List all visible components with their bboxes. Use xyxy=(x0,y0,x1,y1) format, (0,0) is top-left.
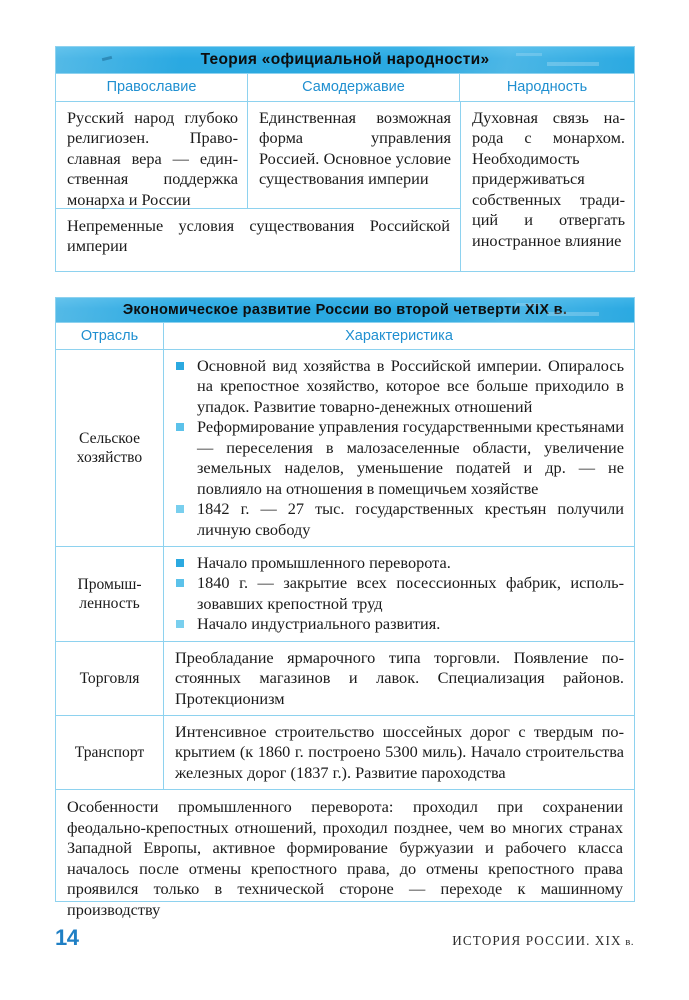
running-title-main: ИСТОРИЯ РОССИИ. XIX xyxy=(452,933,626,948)
list-item-text: Реформирование управления государственными крестьянами — переселения в малозаселенные области, увеличение земельных наделов, уменьшение податей и др. — не повлияло на отношения в помещичьем хозяйстве xyxy=(197,417,624,498)
table2-col-header-branch: Отрасль xyxy=(56,323,163,349)
bullet-list xyxy=(175,553,624,635)
band-speckle-dark xyxy=(102,56,112,61)
table1-col-header-autocracy: Самодержавие xyxy=(247,74,459,101)
list-item xyxy=(175,614,624,634)
list-item-text: Начало промышленного переворота. xyxy=(197,552,451,572)
running-title xyxy=(452,933,634,949)
table1-col-header-orthodoxy: Православие xyxy=(56,74,247,101)
bullet-square-icon xyxy=(176,620,184,628)
table1-upper-row xyxy=(56,102,460,209)
table2-row-label-industry: Промышленность xyxy=(77,575,142,612)
table2-row-content-trade: Преобладание ярмарочного типа торговли. Появление постоянных магазинов и лавок. Специализация районов. Протекционизм xyxy=(163,642,634,715)
bullet-square-icon xyxy=(176,362,184,370)
table1-body xyxy=(56,102,634,271)
table-row xyxy=(56,716,634,790)
page-footer xyxy=(0,925,689,959)
band-speckle-light xyxy=(547,62,599,66)
table2-header-row xyxy=(56,323,634,350)
table-economic-development xyxy=(55,297,635,919)
table1-cell-nationality: Духовная связь народа с монархом. Необходимость придерживаться собственных традиций и отвергать иностранное влияние xyxy=(460,102,634,271)
bullet-list xyxy=(175,356,624,540)
table2-row-label-agriculture: Сельское хозяйство xyxy=(76,429,143,466)
list-item xyxy=(175,553,624,573)
table1-title: Теория «официальной народности» xyxy=(200,51,490,68)
running-title-tail: в. xyxy=(625,937,634,948)
table1-header-row xyxy=(56,74,634,102)
table2-row-label-trade: Торговля xyxy=(79,669,140,687)
bullet-square-icon xyxy=(176,423,184,431)
list-item xyxy=(175,417,624,499)
list-item xyxy=(175,573,624,614)
table2-title: Экономическое развитие России во второй четверти XIX в. xyxy=(122,302,568,318)
table1-cell-orthodoxy: Русский народ глубоко религиозен. Православная вера — единственная поддержка монарха и России xyxy=(67,108,238,209)
table2-row-content-agriculture xyxy=(163,350,634,546)
band-speckle-light-top xyxy=(516,53,542,56)
table2-col-header-characteristic: Характеристика xyxy=(163,323,634,349)
bullet-square-icon xyxy=(176,559,184,567)
table2-title-band xyxy=(56,298,634,323)
table-official-nationality xyxy=(55,46,635,272)
bullet-square-icon xyxy=(176,579,184,587)
table1-cell-merged-bottom: Непременные условия существования Российской империи xyxy=(67,216,450,256)
table-row xyxy=(56,642,634,716)
list-item xyxy=(175,499,624,540)
table1-cell-autocracy: Единственная возможная форма управления Россией. Основное условие существования империи xyxy=(247,102,460,208)
list-item-text: Основной вид хозяйства в Российской империи. Опиралось на крепостное хозяйство, которое все больше приходило в упадок. Развитие товарно-денежных отношений xyxy=(197,356,624,416)
table2-row-content-transport: Интенсивное строительство шоссейных дорог с твердым покрытием (к 1860 г. построено 5300 миль). Начало строительства железных дорог (1837 г.). Развитие пароходства xyxy=(163,716,634,789)
table2-summary-row: Особенности промышленного переворота: проходил при сохранении феодально-крепостных отношений, проходил позднее, чем во многих странах Западной Европы, активное формирование буржуазии и рабочего класса началось после отмены крепостного права, до отмены крепостного права проявился только в технической стороне — переходе к машинному производству xyxy=(67,797,623,919)
table1-left-group xyxy=(56,102,460,271)
list-item xyxy=(175,356,624,417)
table-row xyxy=(56,547,634,642)
table2-row-label-transport: Транспорт xyxy=(74,744,145,762)
list-item-text: 1842 г. — 27 тыс. государственных крестьян получили личную свободу xyxy=(197,499,624,539)
bullet-square-icon xyxy=(176,505,184,513)
list-item-text: Начало индустриального развития. xyxy=(197,614,441,634)
table1-col-header-nationality: Народность xyxy=(459,74,634,101)
table2-row-content-industry xyxy=(163,547,634,641)
table1-title-band xyxy=(56,47,634,74)
page-number: 14 xyxy=(55,925,79,950)
list-item-text: 1840 г. — закрытие всех посессионных фабрик, использовавших крепостной труд xyxy=(197,573,624,613)
table-row xyxy=(56,350,634,547)
